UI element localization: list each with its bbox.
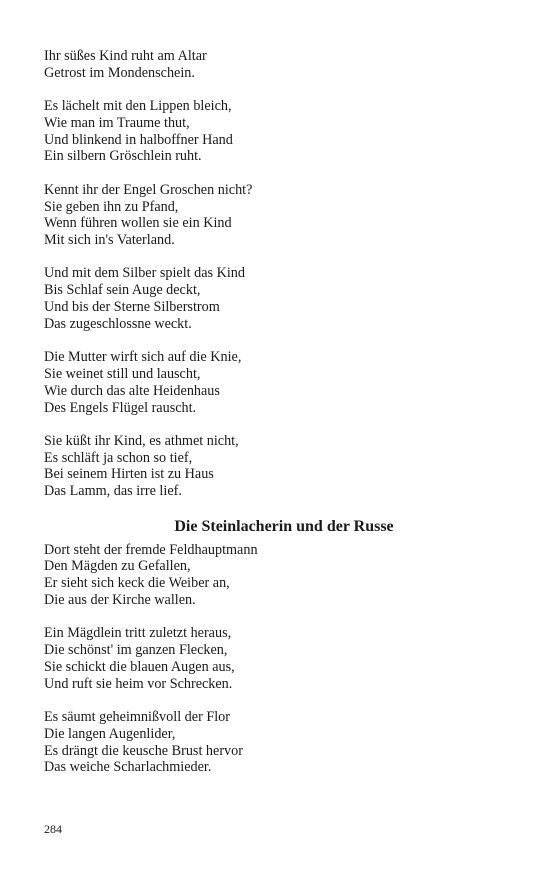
verse-line: Getrost im Mondenschein. <box>44 64 195 81</box>
verse-line: Bei seinem Hirten ist zu Haus <box>44 466 214 483</box>
verse-line: Des Engels Flügel rauscht. <box>44 399 197 416</box>
verse-line: Die Mutter wirft sich auf die Knie, <box>44 349 242 366</box>
verse-line: Das Lamm, das irre lief. <box>44 483 182 500</box>
verse-line: Und bis der Sterne Silberstrom <box>44 299 220 316</box>
verse-line: Das zugeschlossne weckt. <box>44 315 192 332</box>
verse-line: Und mit dem Silber spielt das Kind <box>44 265 245 282</box>
verse-line: Bis Schlaf sein Auge deckt, <box>44 282 201 299</box>
verse-line: Es drängt die keusche Brust hervor <box>44 742 243 759</box>
page-number: 284 <box>44 822 62 836</box>
verse-line: Wie man im Traume thut, <box>44 114 190 131</box>
page-body <box>44 48 514 793</box>
verse-line: Kennt ihr der Engel Groschen nicht? <box>44 181 253 198</box>
verse-line: Sie geben ihn zu Pfand, <box>44 198 179 215</box>
verse-line: Sie küßt ihr Kind, es athmet nicht, <box>44 432 239 449</box>
stanza <box>44 433 514 500</box>
poem-title: Die Steinlacherin und der Russe <box>174 517 394 535</box>
verse-line: Und blinkend in halboffner Hand <box>44 131 233 148</box>
verse-line: Dort steht der fremde Feldhauptmann <box>44 541 258 558</box>
verse-line: Das weiche Scharlachmieder. <box>44 759 212 776</box>
stanza <box>44 349 514 416</box>
verse-line: Sie schickt die blauen Augen aus, <box>44 658 235 675</box>
verse-line: Mit sich in's Vaterland. <box>44 232 175 249</box>
stanza <box>44 542 514 609</box>
verse-line: Es lächelt mit den Lippen bleich, <box>44 98 232 115</box>
verse-line: Ein silbern Gröschlein ruht. <box>44 148 202 165</box>
verse-line: Sie weinet still und lauscht, <box>44 365 201 382</box>
verse-line: Es schläft ja schon so tief, <box>44 449 193 466</box>
verse-line: Die langen Augenlider, <box>44 725 176 742</box>
poem-continuation <box>44 48 514 500</box>
verse-line: Ein Mägdlein tritt zuletzt heraus, <box>44 625 232 642</box>
stanza <box>44 625 514 692</box>
verse-line: Ihr süßes Kind ruht am Altar <box>44 48 207 64</box>
stanza <box>44 709 514 776</box>
verse-line: Wenn führen wollen sie ein Kind <box>44 215 232 232</box>
stanza <box>44 48 514 82</box>
stanza <box>44 265 514 332</box>
verse-line: Den Mägden zu Gefallen, <box>44 558 191 575</box>
verse-line: Die schönst' im ganzen Flecken, <box>44 642 228 659</box>
verse-line: Wie durch das alte Heidenhaus <box>44 382 220 399</box>
poem-new <box>44 542 514 777</box>
stanza <box>44 182 514 249</box>
verse-line: Und ruft sie heim vor Schrecken. <box>44 675 233 692</box>
verse-line: Er sieht sich keck die Weiber an, <box>44 575 230 592</box>
verse-line: Es säumt geheimnißvoll der Flor <box>44 708 230 725</box>
verse-line: Die aus der Kirche wallen. <box>44 591 196 608</box>
stanza <box>44 98 514 165</box>
